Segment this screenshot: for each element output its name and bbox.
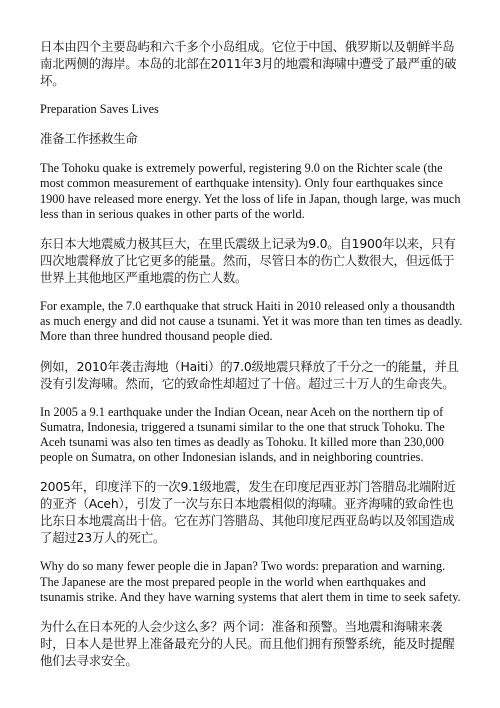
paragraph-en-haiti: For example, the 7.0 earthquake that struck Haiti in 2010 released only a thousandth as much energy and did not cause a tsunami. Yet it was more than ten times as deadly. More than three hundred thousand people died. [40,299,463,344]
paragraph-zh-haiti: 例如，2010年袭击海地（Haiti）的7.0级地震只释放了千分之一的能量，并且没有引发海啸。然而，它的致命性却超过了十倍。超过三十万人的生命丧失。 [40,358,459,391]
section-heading-zh: 准备工作拯救生命 [40,131,138,147]
paragraph-zh-tohoku: 东日本大地震威力极其巨大，在里氏震级上记录为9.0。自1900年以来，只有四次地震释放了比它更多的能量。然而，尽管日本的伤亡人数很大，但远低于世界上其他地区严重地震的伤亡人数。 [40,236,456,286]
paragraph-zh-aceh: 2005年，印度洋下的一次9.1级地震，发生在印度尼西亚苏门答腊岛北端附近的亚齐（Aceh），引发了一次与东日本地震相似的海啸。亚齐海啸的致命性也比东日本地震高出十倍。它在苏门答腊岛、其他印度尼西亚岛屿以及邻国造成了超过23万人的死亡。 [40,479,456,546]
paragraph-en-japan: Why do so many fewer people die in Japan? Two words: preparation and warning. The Japanese are the most prepared people in the world when earthquakes and tsunamis strike. And they have warning systems that alert them in time to seek safety. [40,559,461,604]
document-page [40,38,464,682]
paragraph-zh-intro: 日本由四个主要岛屿和六千多个小岛组成。它位于中国、俄罗斯以及朝鲜半岛南北两侧的海岸。本岛的北部在2011年3月的地震和海啸中遭受了最严重的破坏。 [40,39,457,88]
section-heading-en: Preparation Saves Lives [40,102,159,116]
paragraph-zh-japan: 为什么在日本死的人会少这么多？两个词：准备和预警。当地震和海啸来袭时，日本人是世界上准备最充分的人民。而且他们拥有预警系统，能及时提醒他们去寻求安全。 [40,619,455,669]
paragraph-en-tohoku: The Tohoku quake is extremely powerful, registering 9.0 on the Richter scale (the most common measurement of earthquake intensity). Only four earthquakes since 1900 have released more energy. Yet the loss of life in Japan, though large, was much less than in serious quakes in other parts of the world. [40,161,461,221]
paragraph-en-aceh: In 2005 a 9.1 earthquake under the Indian Ocean, near Aceh on the northern tip of Sumatra, Indonesia, triggered a tsunami similar to the one that struck Tohoku. The Aceh tsunami was also ten times as deadly as Tohoku. It killed more than 230,000 people on Sumatra, on other Indonesian islands, and in neighboring countries. [40,404,445,465]
